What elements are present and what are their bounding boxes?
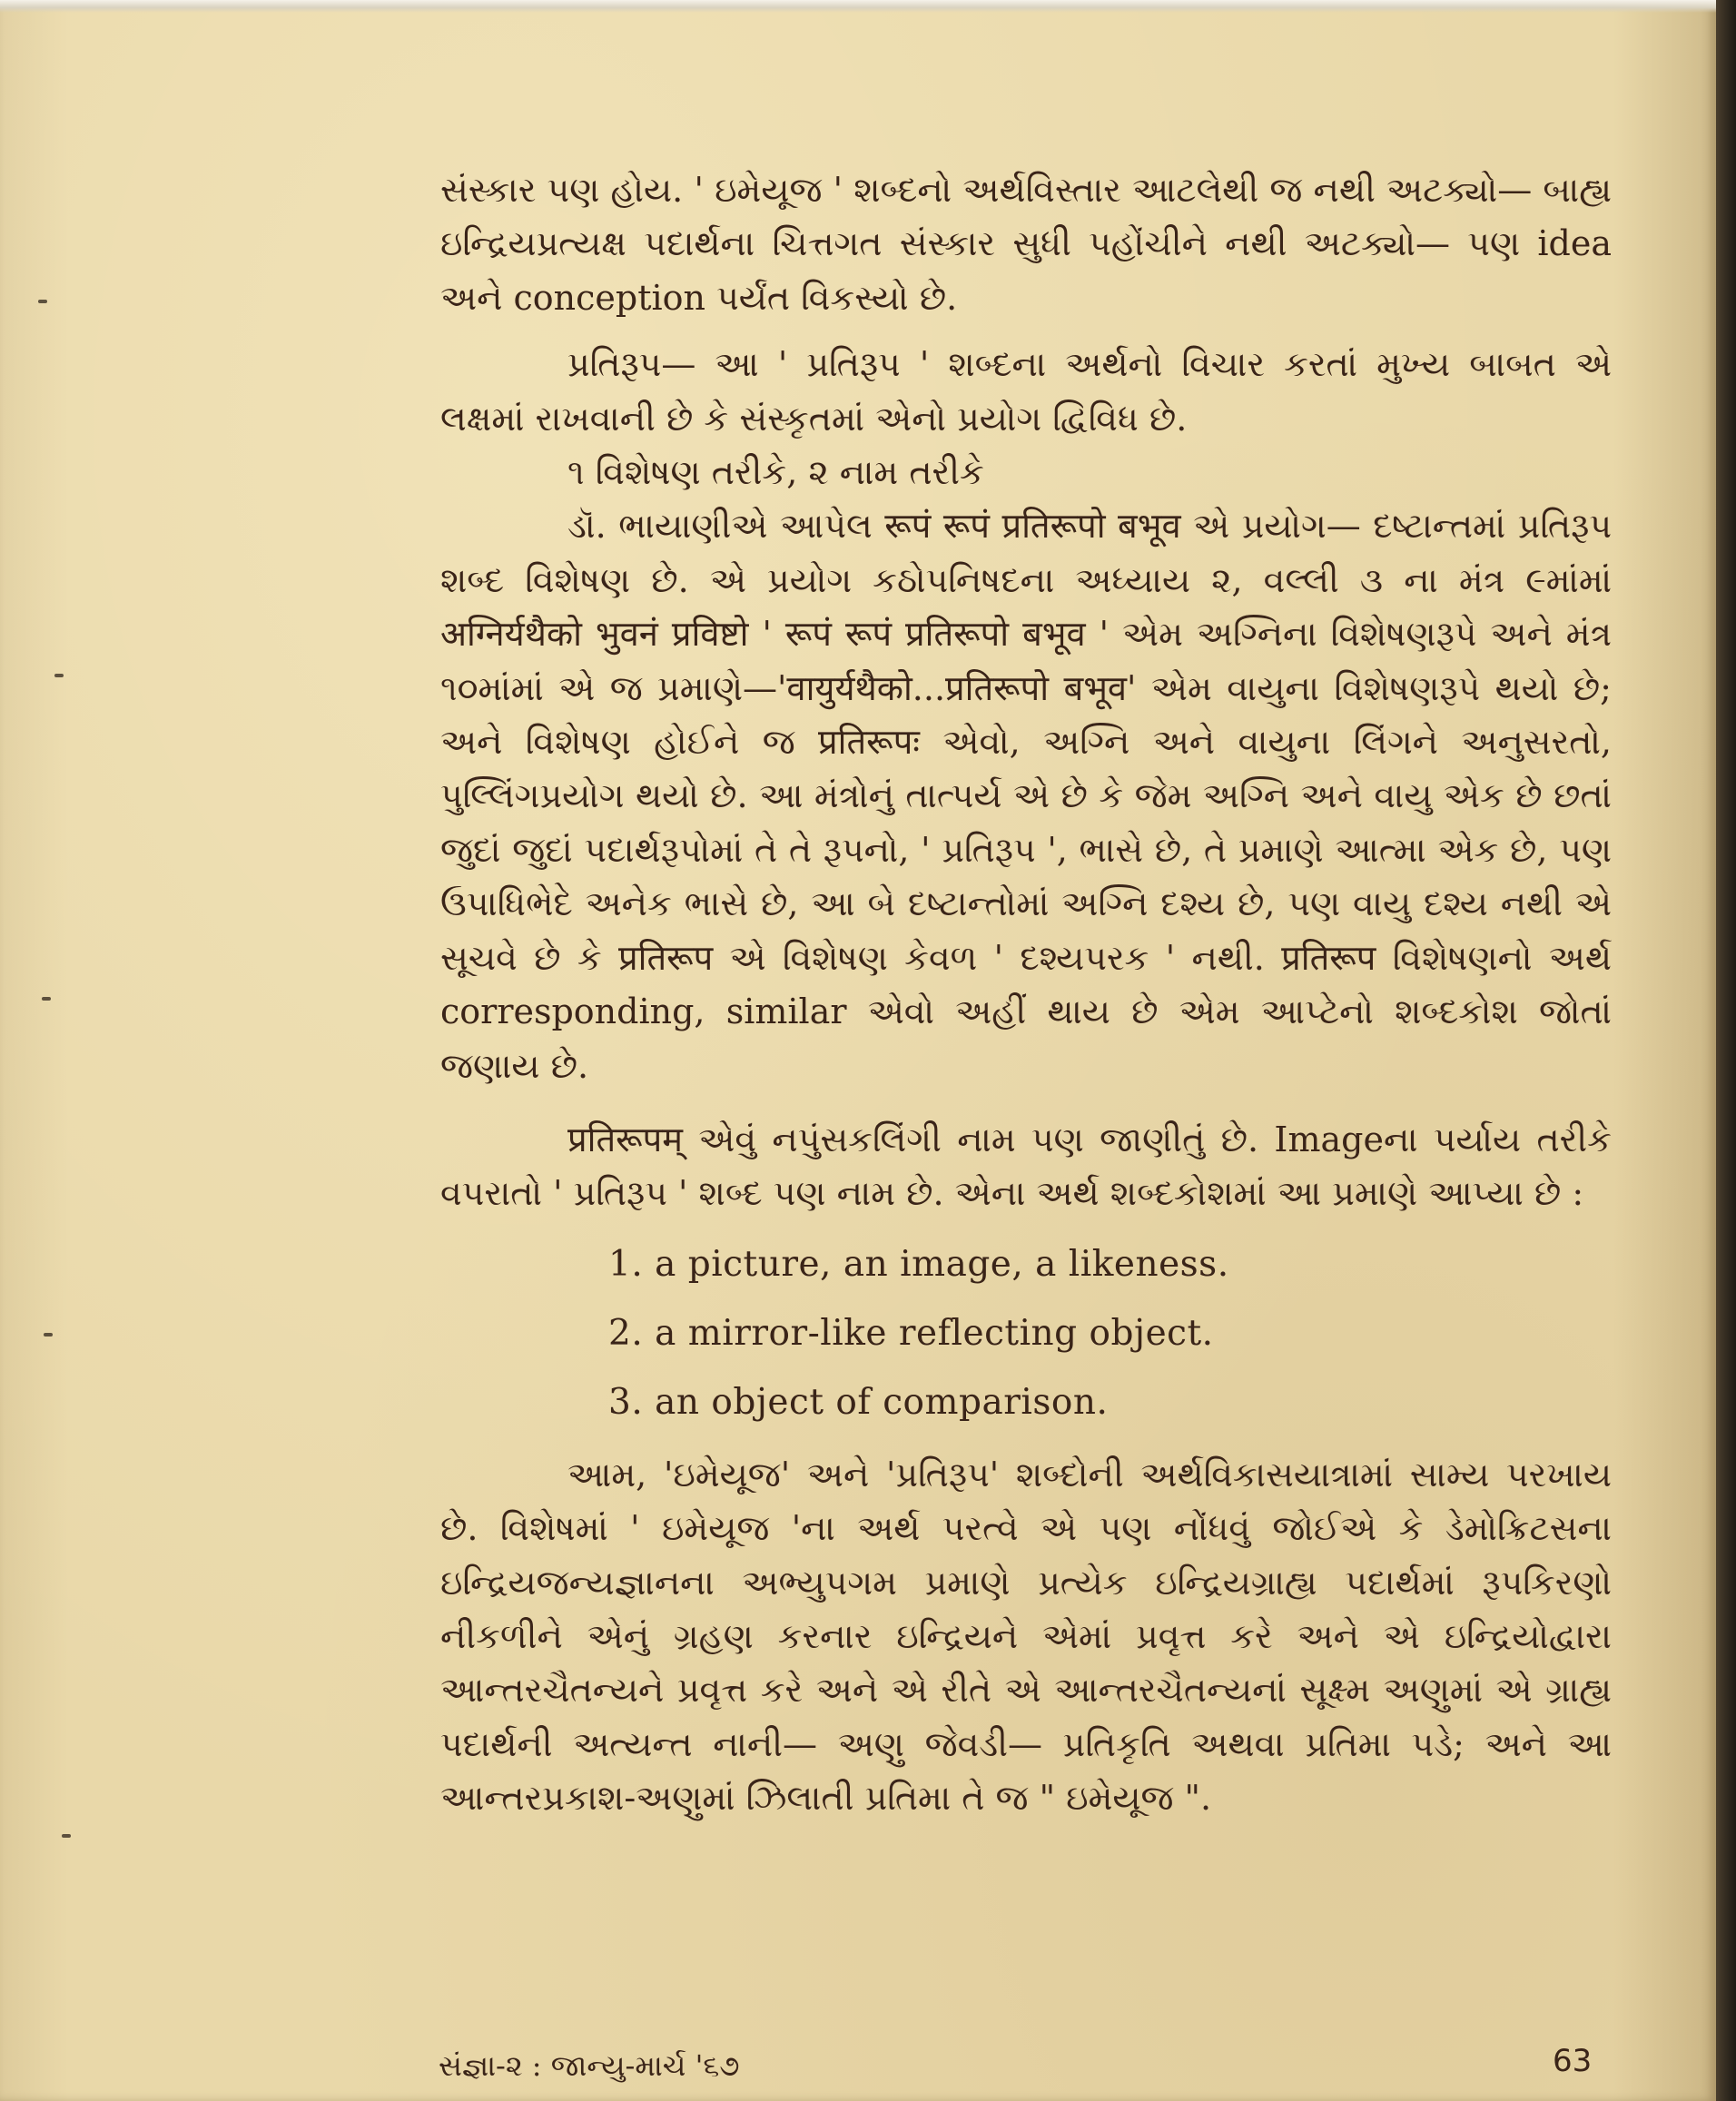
margin-mark xyxy=(54,674,64,677)
paragraph-pratirupa-intro: પ્રતિરૂપ— આ ' પ્રતિરૂપ ' શબ્દના અર્થનો વિચાર કરતાં મુખ્ય બાબત એ લક્ષમાં રાખવાની છે કે સંસ્કૃતમાં એનો પ્રયોગ દ્વિવિધ છે. xyxy=(440,344,1612,439)
margin-mark xyxy=(62,1834,71,1838)
margin-mark xyxy=(38,300,47,303)
paragraph-bhayani-example: ડૉ. ભાયાણીએ આપેલ रूपं रूपं प्रतिरूपो बभूव એ પ્રયોગ— દષ્ટાન્તમાં પ્રતિરૂપ શબ્દ વિશેષણ છે. એ પ્રયોગ કઠોપનિષદના અધ્યાય ૨, વલ્લી ૩ ના મંત્ર ૯માંમાં अग्निर्यथैको भुवनं प्रविष्टो ' रूपं रूपं प्रतिरूपो बभूव ' એમ અગ્નિના વિશેષણરૂપે અને મંત્ર ૧૦માંમાં એ જ પ્રમાણે—'वायुर्यथैको...प्रतिरूपो बभूव' એમ વાયુના વિશેષણરૂપે થયો છે; અને વિશેષણ હોઈને જ प्रतिरूपः એવો, અગ્નિ અને વાયુના લિંગને અનુસરતો, પુલ્લિંગપ્રયોગ થયો છે. આ મંત્રોનું તાત્પર્ય એ છે કે જેમ અગ્નિ અને વાયુ એક છે છતાં જુદાં જુદાં પદાર્થરૂપોમાં તે તે રૂપનો, ' પ્રતિરૂપ ', ભાસે છે, તે પ્રમાણે આત્મા એક છે, પણ ઉપાધિભેદે અનેક ભાસે છે, આ બે દષ્ટાન્તોમાં અગ્નિ દશ્ય છે, પણ વાયુ દશ્ય નથી એ સૂચવે છે કે प्रतिरूप એ વિશેષણ કેવળ ' દશ્યપરક ' નથી. प्रतिरूप વિશેષણનો અર્થ corresponding, similar એવો અહીં થાય છે એમ આપ્ટેનો શબ્દકોશ જોતાં જણાય છે. xyxy=(440,506,1612,1086)
page-number: 63 xyxy=(1553,2043,1593,2079)
margin-mark xyxy=(42,997,51,1001)
usage-types-line: ૧ વિશેષણ તરીકે, ૨ નામ તરીકે xyxy=(567,452,984,493)
page-top-edge xyxy=(0,0,1716,13)
body-text xyxy=(440,163,1612,1826)
binding-edge xyxy=(1716,0,1736,2101)
paragraph-neuter-noun: प्रतिरूपम् એવું નપુંસકલિંગી નામ પણ જાણીતું છે. Imageના પર્યાય તરીકે વપરાતો ' પ્રતિરૂપ ' શબ્દ પણ નામ છે. એના અર્થ શબ્દકોશમાં આ પ્રમાણે આપ્યા છે : xyxy=(440,1119,1612,1214)
definition-item: 3. an object of comparison. xyxy=(608,1381,1109,1423)
paragraph-democritus: આમ, 'ઇમેયૂજ' અને 'પ્રતિરૂપ' શબ્દોની અર્થવિકાસયાત્રામાં સામ્ય પરખાય છે. વિશેષમાં ' ઇમેયૂજ 'ના અર્થ પરત્વે એ પણ નોંધવું જોઈએ કે ડેમોક્રિટસના ઇન્દ્રિયજન્યજ્ઞાનના અભ્યુપગમ પ્રમાણે પ્રત્યેક ઇન્દ્રિયગ્રાહ્ય પદાર્થમાં રૂપકિરણો નીકળીને એનું ગ્રહણ કરનાર ઇન્દ્રિયને એમાં પ્રવૃત્ત કરે અને એ ઇન્દ્રિયોદ્વારા આન્તરચૈતન્યને પ્રવૃત્ત કરે અને એ રીતે એ આન્તરચૈતન્યનાં સૂક્ષ્મ અણુમાં એ ગ્રાહ્ય પદાર્થની અત્યન્ત નાની— અણુ જેવડી— પ્રતિકૃતિ અથવા પ્રતિમા પડે; અને આ આન્તરપ્રકાશ-અણુમાં ઝિલાતી પ્રતિમા તે જ " ઇમેયૂજ ". xyxy=(440,1454,1612,1819)
definition-item: 1. a picture, an image, a likeness. xyxy=(608,1243,1229,1285)
margin-mark xyxy=(44,1333,53,1337)
definition-item: 2. a mirror-like reflecting object. xyxy=(608,1312,1214,1354)
journal-footer: સંજ્ઞા-૨ : જાન્યુ-માર્ચ '૬૭ xyxy=(439,2048,740,2083)
definition-list xyxy=(440,1230,1612,1437)
paragraph-continuation: સંસ્કાર પણ હોય. ' ઇમેયૂજ ' શબ્દનો અર્થવિસ્તાર આટલેથી જ નથી અટક્યો— બાહ્ય ઇન્દ્રિયપ્રત્યક્ષ પદાર્થના ચિત્તગત સંસ્કાર સુધી પહોંચીને નથી અટક્યો— પણ idea અને conception પર્યંત વિકસ્યો છે. xyxy=(440,170,1612,318)
